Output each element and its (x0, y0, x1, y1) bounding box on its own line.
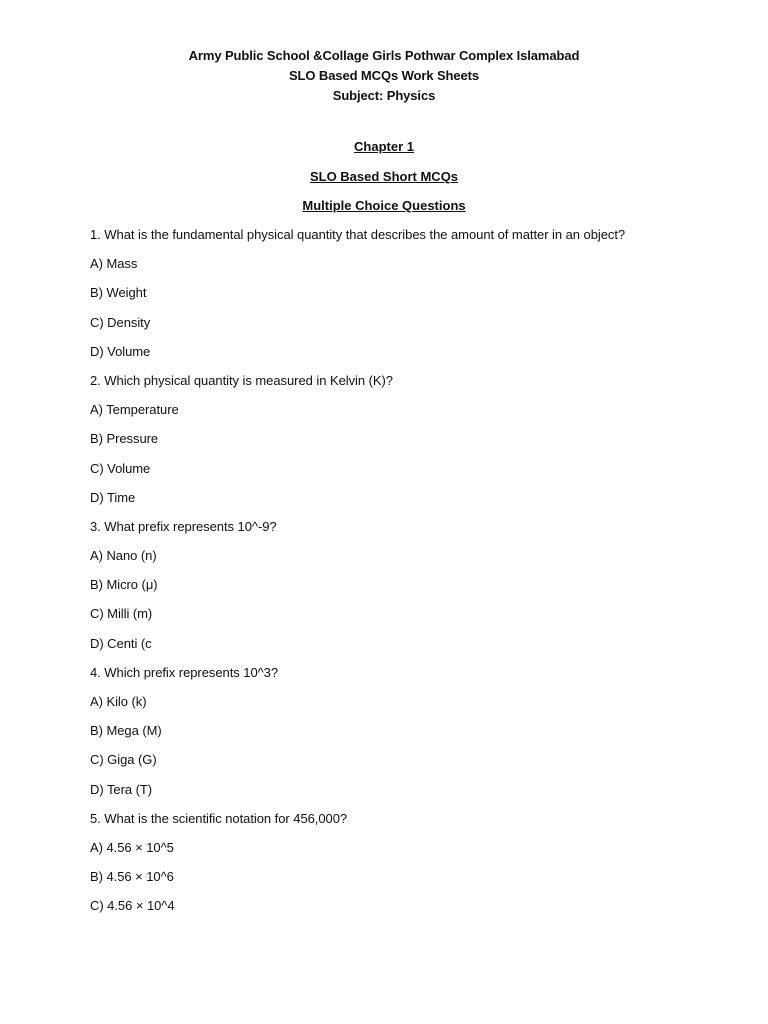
answer-option: A) Mass (90, 256, 138, 272)
answer-option: A) Nano (n) (90, 548, 157, 564)
answer-option: B) Micro (μ) (90, 577, 158, 593)
question-list (90, 226, 730, 927)
answer-option: D) Centi (c (90, 635, 152, 651)
question-text: 2. Which physical quantity is measured in Kelvin (K)? (90, 372, 393, 388)
answer-option: C) Volume (90, 460, 151, 476)
answer-option: D) Volume (90, 343, 151, 359)
answer-option: B) Pressure (90, 431, 159, 447)
section-heading: SLO Based Short MCQs (309, 169, 459, 184)
answer-option: B) Mega (M) (90, 723, 162, 739)
answer-option: C) Giga (G) (90, 752, 157, 768)
answer-option: A) 4.56 × 10^5 (90, 839, 174, 855)
subsection-heading: Multiple Choice Questions (302, 198, 466, 213)
answer-option: D) Tera (T) (90, 781, 153, 797)
subject-line: Subject: Physics (332, 88, 436, 103)
question-text: 3. What prefix represents 10^-9? (90, 518, 277, 534)
answer-option: A) Kilo (k) (90, 694, 147, 709)
question-text: 1. What is the fundamental physical quantity that describes the amount of matter in an object? (90, 227, 626, 242)
question-text: 4. Which prefix represents 10^3? (90, 664, 279, 680)
question-text: 5. What is the scientific notation for 456,000? (90, 810, 348, 826)
answer-option: A) Temperature (90, 402, 179, 418)
worksheet-title: SLO Based MCQs Work Sheets (288, 68, 480, 83)
answer-option: C) Milli (m) (90, 606, 153, 622)
chapter-heading: Chapter 1 (354, 139, 414, 154)
school-name: Army Public School &Collage Girls Pothwar Complex Islamabad (188, 48, 580, 63)
document-header (0, 46, 768, 106)
answer-option: B) 4.56 × 10^6 (90, 869, 174, 885)
answer-option: C) 4.56 × 10^4 (90, 898, 175, 914)
answer-option: D) Time (90, 489, 136, 505)
answer-option: B) Weight (90, 285, 147, 301)
answer-option: C) Density (90, 314, 151, 330)
